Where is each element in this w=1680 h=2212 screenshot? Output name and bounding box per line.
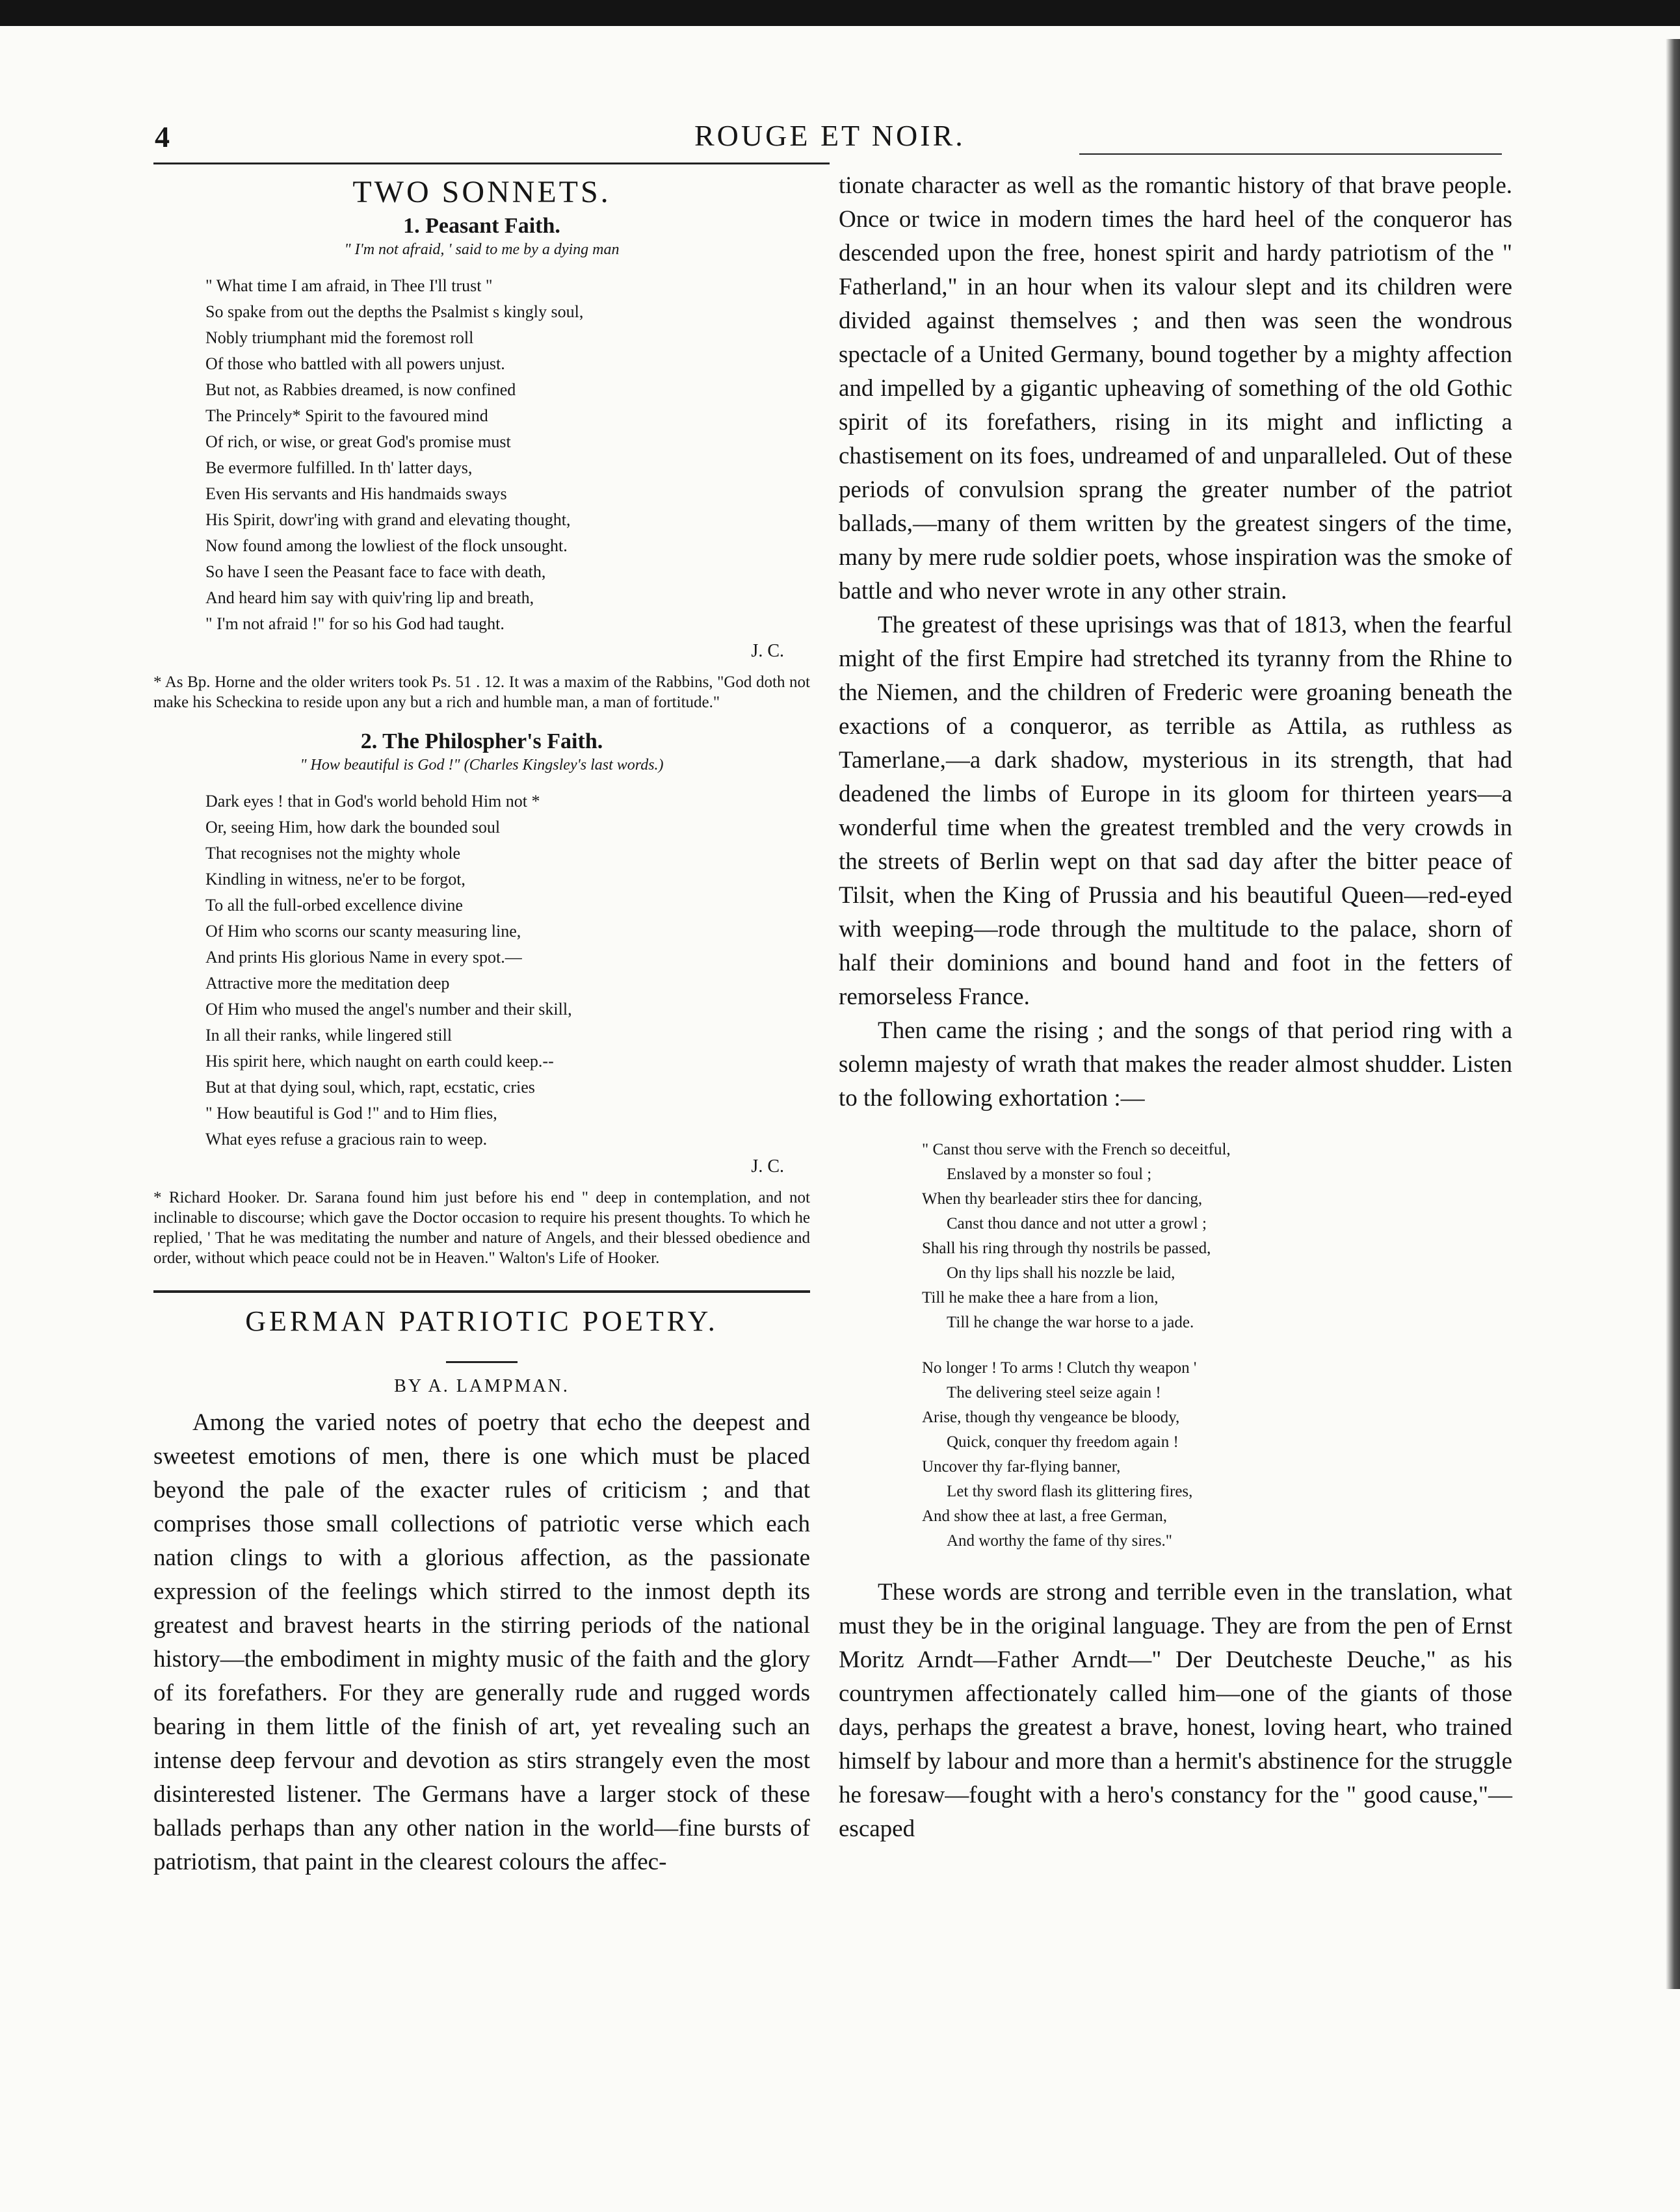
poem-line: Let thy sword flash its glittering fires, — [947, 1483, 1193, 1500]
paragraph: tionate character as well as the romantic history of that brave people. Once or twice in modern times the hard heel of the conqueror has descended upon the free, honest spirit and hardy patriotism of the " Fatherland," in an hour when its valour slept and its children were divided against themselves ; and then was seen the wondrous spectacle of a United Germany, bound together by a mighty affection and impelled by a gigantic upheaving of something of the old Gothic spirit of its forefathers, rising in its might and inflicting a chastisement on its foes, undreamed of and unparalleled. Out of these periods of convulsion sprang the greater number of the patriot ballads,—many of them written by the greatest singers of the time, many by mere rude soldier poets, whose inspiration was the smoke of battle and who never wrote in any other strain. — [839, 172, 1512, 605]
sonnet-1-footnote: * As Bp. Horne and the older writers took Ps. 51 . 12. It was a maxim of the Rabbins, "God doth not make his Scheckina to reside upon any but a rich and humble man, a man of fortitude." — [153, 673, 810, 711]
poem-line: Of rich, or wise, or great God's promise must — [205, 432, 511, 451]
poem-line: No longer ! To arms ! Clutch thy weapon ' — [922, 1359, 1197, 1377]
poem-line: His spirit here, which naught on earth could keep.-- — [205, 1052, 554, 1071]
poem-line: " How beautiful is God !" and to Him flies, — [205, 1104, 497, 1123]
poem-line: And worthy the fame of thy sires." — [947, 1532, 1172, 1550]
poem-line: But not, as Rabbies dreamed, is now confined — [205, 380, 516, 399]
poem-line: The delivering steel seize again ! — [947, 1384, 1161, 1401]
article-byline: BY A. LAMPMAN. — [394, 1376, 570, 1396]
poem-line: Or, seeing Him, how dark the bounded soul — [205, 818, 501, 837]
poem-line: To all the full-orbed excellence divine — [205, 896, 463, 915]
poem-line: Of Him who scorns our scanty measuring line, — [205, 922, 521, 941]
paragraph: The greatest of these uprisings was that of 1813, when the fearful might of the first Empire had stretched its tyranny from the Rhine to the Niemen, and the children of Frederic were groaning beneath the exactions of a conqueror, as terrible as Attila, as ruthless as Tamerlane,—a dark shadow, mysterious in its strength, that had deadened the limbs of Europe in its gloom for thirteen years—a wonderful time when the greatest trembled and the very crowds in the streets of Berlin wept on that sad day after the bitter peace of Tilsit, when the King of Prussia and his beautiful Queen—red-eyed with weeping—rode through the multitude to the palace, shorn of half their dominions and bound hand and foot in the fetters of remorseless France. — [839, 612, 1512, 1010]
poem-line: Of Him who mused the angel's number and their skill, — [205, 1000, 572, 1019]
section-divider — [153, 1290, 810, 1293]
right-column — [839, 169, 1512, 1846]
poem-line: Canst thou dance and not utter a growl ; — [947, 1215, 1207, 1232]
poem-line: But at that dying soul, which, rapt, ecstatic, cries — [205, 1078, 535, 1097]
poem-line: Dark eyes ! that in God's world behold Him not * — [205, 792, 540, 811]
poem-line: Be evermore fulfilled. In th' latter days, — [205, 458, 473, 477]
scan-top-border — [0, 0, 1680, 26]
article-body-left — [153, 1406, 810, 1879]
article-title: GERMAN PATRIOTIC POETRY. — [245, 1305, 718, 1337]
poem-line: Kindling in witness, ne'er to be forgot, — [205, 870, 466, 889]
left-column — [153, 169, 810, 1879]
paragraph: These words are strong and terrible even in the translation, what must they be in the original language. They are from the pen of Ernst Moritz Arndt—Father Arndt—" Der Deutcheste Deuche," as his countrymen affectionately called him—one of the giants of those days, perhaps the greatest a brave, honest, loving heart, who trained himself by labour and more than a hermit's abstinence for the struggle he foresaw—fought with a hero's constancy for the " good cause,"—escaped — [839, 1579, 1512, 1842]
poem-line: That recognises not the mighty whole — [205, 844, 461, 863]
sonnet-2-heading: 2. The Philospher's Faith. — [360, 729, 603, 753]
sonnet-2-footnote: * Richard Hooker. Dr. Sarana found him just before his end " deep in contemplation, and not inclinable to discourse; which gave the Doctor occasion to require his present thoughts. To which he replied, ' That he was meditating the number and nature of Angels, and their blessed obedience and order, without which peace could not be in Heaven." Walton's Life of Hooker. — [153, 1189, 810, 1267]
sonnet-1-epigraph: " I'm not afraid, ' said to me by a dying man — [344, 241, 620, 258]
poem-line: Of those who battled with all powers unjust. — [205, 354, 505, 373]
poem-line: Uncover thy far-flying banner, — [922, 1458, 1121, 1476]
poem-line: Till he change the war horse to a jade. — [947, 1314, 1194, 1331]
poem-line: So have I seen the Peasant face to face with death, — [205, 562, 546, 581]
paragraph: Then came the rising ; and the songs of that period ring with a solemn majesty of wrath that makes the reader almost shudder. Listen to the following exhortation :— — [839, 1017, 1512, 1112]
poem-line: Arise, though thy vengeance be bloody, — [922, 1409, 1180, 1426]
header-rule-left — [153, 163, 830, 164]
quoted-poem — [922, 1138, 1512, 1554]
poem-line: " What time I am afraid, in Thee I'll trust " — [205, 276, 493, 295]
poem-line: " Canst thou serve with the French so deceitful, — [922, 1141, 1231, 1158]
poem-line: " I'm not afraid !" for so his God had taught. — [205, 614, 505, 633]
poem-line: The Princely* Spirit to the favoured mind — [205, 406, 488, 425]
poem-line: Now found among the lowliest of the flock unsought. — [205, 536, 568, 555]
poem-line: Enslaved by a monster so foul ; — [947, 1165, 1152, 1183]
running-title: ROUGE ET NOIR. — [694, 119, 965, 152]
poem-line: Attractive more the meditation deep — [205, 974, 450, 993]
sonnets-title: TWO SONNETS. — [352, 175, 611, 209]
title-underline — [446, 1361, 518, 1363]
poem-line: Till he make thee a hare from a lion, — [922, 1289, 1159, 1307]
article-body-right-continued — [839, 1576, 1512, 1846]
poem-line: Quick, conquer thy freedom again ! — [947, 1433, 1179, 1451]
poem-line: When thy bearleader stirs thee for dancing, — [922, 1190, 1203, 1208]
poem-line: And heard him say with quiv'ring lip and breath, — [205, 588, 534, 607]
sonnet-2-epigraph: " How beautiful is God !" (Charles Kingsley's last words.) — [300, 757, 664, 774]
poem-line: On thy lips shall his nozzle be laid, — [947, 1264, 1175, 1282]
article-body-right — [839, 169, 1512, 1115]
page-number: 4 — [155, 120, 170, 153]
poem-line: Shall his ring through thy nostrils be passed, — [922, 1240, 1211, 1257]
sonnet-1-heading: 1. Peasant Faith. — [403, 214, 560, 238]
paragraph: Among the varied notes of poetry that echo the deepest and sweetest emotions of men, there is one which must be placed beyond the pale of the exacter rules of criticism ; and that comprises those small collections of patriotic verse which each nation clings to with a glorious affection, as the passionate expression of the feelings which stirred to the inmost depth its greatest and bravest hearts in the stirring periods of the national history—the embodiment in mighty music of the faith and the glory of its forefathers. For they are generally rude and rugged words bearing in them little of the finish of art, yet revealing such an intense deep fervour and devotion as stirs strangely even the most disinterested listener. The Germans have a larger stock of these ballads perhaps than any other nation in the world—fine bursts of patriotism, that paint in the clearest colours the affec- — [153, 1409, 810, 1875]
poem-line: And prints His glorious Name in every spot.— — [205, 948, 522, 967]
poem-line: Nobly triumphant mid the foremost roll — [205, 328, 474, 347]
sonnet-2-lines — [205, 788, 810, 1152]
poem-line: So spake from out the depths the Psalmist s kingly soul, — [205, 302, 584, 321]
poem-line: His Spirit, dowr'ing with grand and elevating thought, — [205, 510, 571, 529]
poem-line: In all their ranks, while lingered still — [205, 1026, 453, 1045]
sonnet-1-signature: J. C. — [751, 641, 784, 661]
sonnet-1-lines — [205, 273, 810, 637]
poem-line: Even His servants and His handmaids sways — [205, 484, 507, 503]
sonnet-2-signature: J. C. — [751, 1156, 784, 1177]
poem-line: And show thee at last, a free German, — [922, 1507, 1167, 1525]
poem-line: What eyes refuse a gracious rain to weep. — [205, 1130, 488, 1149]
header-rule-right — [1079, 153, 1502, 155]
scan-right-edge — [1666, 39, 1680, 1989]
